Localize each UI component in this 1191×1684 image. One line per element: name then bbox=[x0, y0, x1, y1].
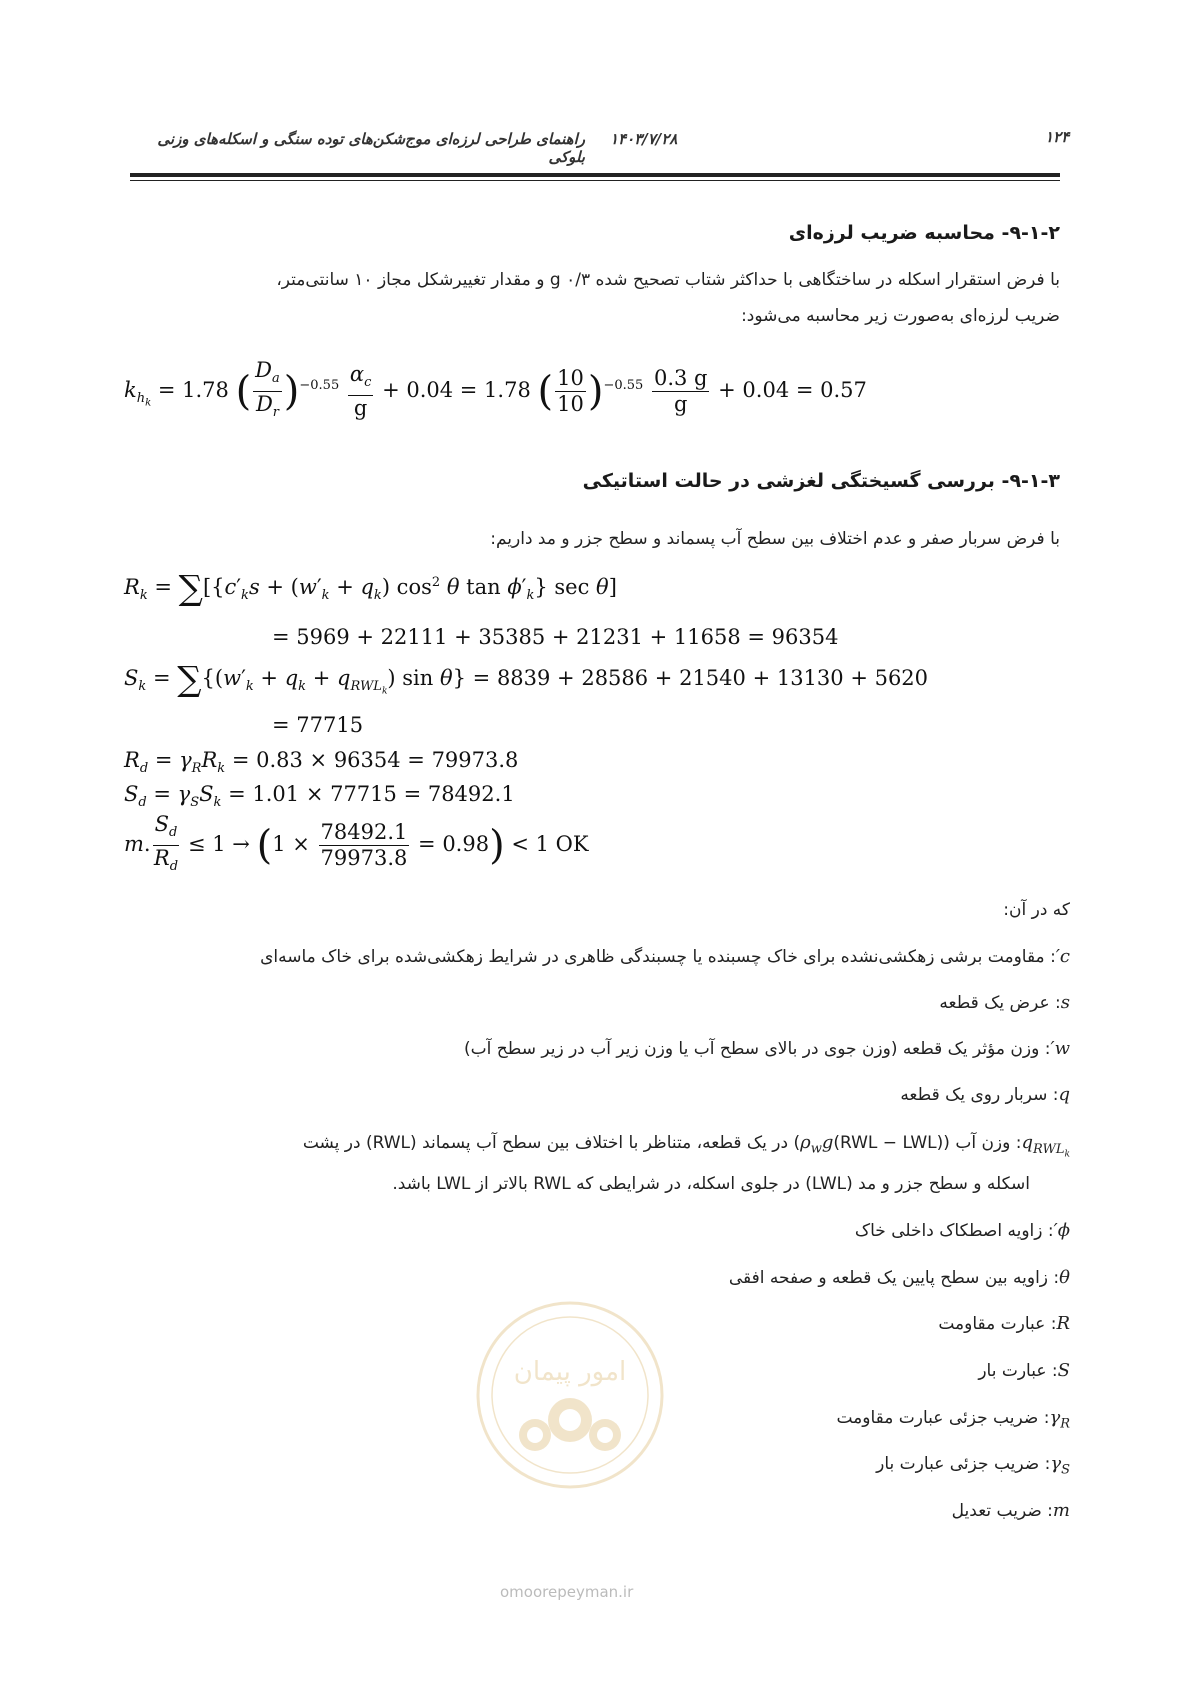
def-q: q: سربار روی یک قطعه bbox=[900, 1084, 1070, 1105]
check-numerator: 78492.1 bbox=[320, 820, 408, 845]
def-c: c′: مقاومت برشی زهکشی‌نشده برای خاک چسبنده یا چسبندگی ظاهری در شرایط زهکشی‌شده برای خاک ماسه‌ای bbox=[260, 946, 1070, 967]
section-title-sliding-failure: ۹-۱-۳- بررسی گسیختگی لغزشی در حالت استاتیکی bbox=[582, 470, 1060, 492]
running-title: راهنمای طراحی لرزه‌ای موج‌شکن‌های توده سنگی و اسکله‌های وزنی بلوکی bbox=[157, 130, 585, 166]
header-date: ۱۴۰۳/۷/۲۸ bbox=[610, 130, 678, 148]
def-gammaR: $\gamma_R$: ضریب جزئی عبارت مقاومت bbox=[836, 1407, 1070, 1432]
equation-seismic-coefficient: $k_{h_k} = 1.78$ ( $\frac{D_a}{D_r}$ )$^{-0.55}$ $\frac{\alpha_c}{g}$ + 0.04 = 1.78 ( $\frac{10}{10}$ )$^{-0.55}$ $\frac{0.3 g}{g}$ + 0.04 = 0.57 bbox=[124, 358, 867, 421]
watermark-logo bbox=[470, 1295, 670, 1495]
def-s: s: عرض یک قطعه bbox=[939, 992, 1070, 1013]
def-w: w′: وزن مؤثر یک قطعه (وزن جوی در بالای سطح آب یا وزن زیر آب در زیر سطح آب) bbox=[464, 1038, 1070, 1059]
equation-rk-values: = 5969 + 22111 + 35385 + 21231 + 11658 = 96354 bbox=[272, 625, 839, 649]
def-phi: ϕ′: زاویه اصطکاک داخلی خاک bbox=[854, 1220, 1070, 1241]
def-m: m: ضریب تعدیل bbox=[951, 1500, 1070, 1521]
watermark-site: omoorepeyman.ir bbox=[500, 1583, 634, 1601]
def-S: S: عبارت بار bbox=[978, 1360, 1070, 1381]
section2-para: با فرض سربار صفر و عدم اختلاف بین سطح آب پسماند و سطح جزر و مد داریم: bbox=[490, 529, 1060, 549]
def-qrwl-line2: اسکله و سطح جزر و مد (LWL) در جلوی اسکله، در شرایطی که RWL بالاتر از LWL باشد. bbox=[392, 1174, 1030, 1194]
page-number: ۱۲۴ bbox=[1045, 128, 1070, 146]
check-ok: < 1 OK bbox=[511, 832, 589, 857]
check-result: = 0.98 bbox=[418, 832, 490, 857]
header-rule-thick bbox=[130, 173, 1060, 177]
equation-rd: $R_d = \gamma_RR_k = 0.83 \times 96354 = 79973.8$ bbox=[124, 748, 519, 777]
header-rule-thin bbox=[130, 180, 1060, 181]
check-denominator: 79973.8 bbox=[320, 846, 408, 871]
def-R: R: عبارت مقاومت bbox=[938, 1313, 1070, 1334]
section-title-seismic-coefficient: ۹-۱-۲- محاسبه ضریب لرزه‌ای bbox=[788, 222, 1060, 244]
definitions-intro: که در آن: bbox=[1003, 900, 1070, 920]
equation-rk: $R_k = \sum[\{c'_ks + (w'_k + q_k)$ $\cos^2 \theta$ $\tan \phi'_k$} sec θ] bbox=[124, 568, 617, 609]
section1-para-line2: ضریب لرزه‌ای به‌صورت زیر محاسبه می‌شود: bbox=[741, 306, 1060, 326]
equation-check: m. $\frac{S_d}{R_d}$ ≤ 1 → (1 × $\frac{78492.1}{79973.8}$ = 0.98) < 1 OK bbox=[124, 812, 589, 875]
def-qrwl: $q_{RWL_k}$: وزن آب $(\rho_wg(RWL - LWL))$ در یک قطعه، متناظر با اختلاف بین سطح آب پسماند (RWL) در پشت bbox=[302, 1132, 1070, 1160]
equation-sd-values: = 1.01 × 77715 = 78492.1 bbox=[228, 782, 515, 806]
equation-rd-values: = 0.83 × 96354 = 79973.8 bbox=[231, 748, 519, 772]
section1-para-line1: با فرض استقرار اسکله در ساختگاهی با حداکثر شتاب تصحیح شده g ۰/۳ و مقدار تغییرشکل مجاز ۱۰ سانتی‌متر، bbox=[276, 270, 1060, 290]
watermark-logo-text: امور پیمان bbox=[513, 1357, 627, 1387]
equation-sk-values: = 8839 + 28586 + 21540 + 13130 + 5620 bbox=[472, 666, 929, 690]
def-gammaS: $\gamma_S$: ضریب جزئی عبارت بار bbox=[876, 1453, 1070, 1478]
equation-sd: $S_d = \gamma_SS_k = 1.01 \times 77715 = 78492.1$ bbox=[124, 782, 515, 811]
equation-sk-total: = 77715 bbox=[272, 713, 364, 737]
equation-sk: $S_k = \sum\{(w'_k + q_k + q_{RWL_k})$ sin θ} = 8839 + 28586 + 21540 + 13130 + 5620 bbox=[124, 659, 929, 700]
def-theta: θ: زاویه بین سطح پایین یک قطعه و صفحه افقی bbox=[728, 1267, 1070, 1288]
